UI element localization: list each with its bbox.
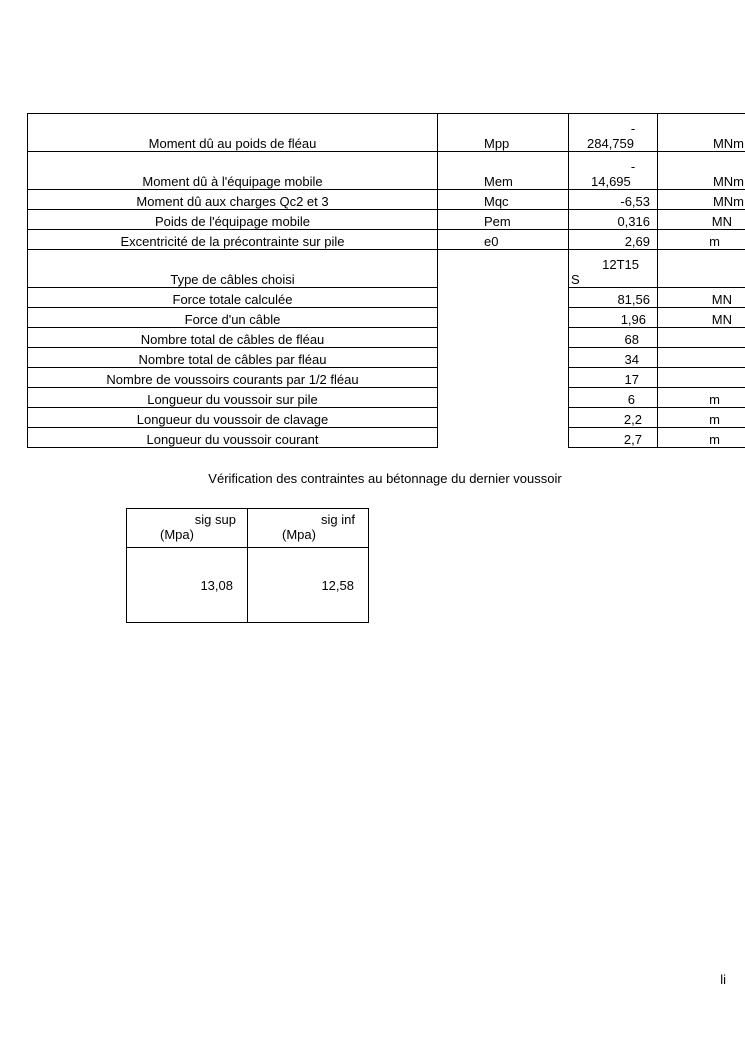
row-value: 0,316	[569, 210, 658, 230]
row-unit	[658, 368, 745, 388]
row-unit	[658, 348, 745, 368]
row-symbol	[438, 408, 569, 428]
row-label: Poids de l'équipage mobile	[28, 210, 438, 230]
table-row	[28, 388, 745, 408]
row-unit: MNm	[658, 190, 745, 210]
stress-value-row	[127, 548, 369, 623]
parameters-table	[27, 113, 745, 448]
row-value	[569, 250, 658, 288]
row-symbol: Mpp	[438, 114, 569, 152]
row-symbol	[438, 388, 569, 408]
sig-inf-unit: (Mpa)	[282, 527, 316, 542]
sig-inf-value: 12,58	[248, 548, 369, 623]
row-value: 2,69	[569, 230, 658, 250]
table-row	[28, 230, 745, 250]
stress-table	[126, 508, 369, 623]
row-unit: MNm	[658, 114, 745, 152]
row-label: Moment dû à l'équipage mobile	[28, 152, 438, 190]
table-row	[28, 408, 745, 428]
row-label: Moment dû aux charges Qc2 et 3	[28, 190, 438, 210]
row-value: 68	[569, 328, 658, 348]
row-label: Nombre total de câbles par fléau	[28, 348, 438, 368]
table-row	[28, 210, 745, 230]
row-label: Longueur du voussoir sur pile	[28, 388, 438, 408]
row-label: Nombre de voussoirs courants par 1/2 fléau	[28, 368, 438, 388]
value-sign: -	[630, 121, 636, 136]
row-label: Nombre total de câbles de fléau	[28, 328, 438, 348]
table-row	[28, 288, 745, 308]
row-label: Moment dû au poids de fléau	[28, 114, 438, 152]
stress-header-row	[127, 509, 369, 548]
sig-sup-value: 13,08	[127, 548, 248, 623]
table-row	[28, 190, 745, 210]
row-value: -6,53	[569, 190, 658, 210]
table-row	[28, 308, 745, 328]
row-symbol: Pem	[438, 210, 569, 230]
value-sign: -	[630, 159, 636, 174]
row-value: 6	[569, 388, 658, 408]
row-symbol	[438, 250, 569, 288]
sig-inf-label: sig inf	[321, 512, 355, 527]
row-label: Longueur du voussoir de clavage	[28, 408, 438, 428]
table-row	[28, 152, 745, 190]
row-unit: MNm	[658, 152, 745, 190]
row-unit: m	[658, 428, 745, 448]
row-symbol	[438, 308, 569, 328]
row-label: Longueur du voussoir courant	[28, 428, 438, 448]
cable-type-top: 12T15	[602, 257, 639, 272]
value-number: 284,759	[587, 136, 634, 151]
verification-title: Vérification des contraintes au bétonnage du dernier voussoir	[208, 471, 562, 486]
table-row	[28, 114, 745, 152]
cable-type-bottom: S	[571, 272, 580, 287]
row-value: 2,2	[569, 408, 658, 428]
row-symbol: Mqc	[438, 190, 569, 210]
row-symbol	[438, 328, 569, 348]
row-value	[569, 152, 658, 190]
row-value: 81,56	[569, 288, 658, 308]
table-row	[28, 368, 745, 388]
table-row	[28, 250, 745, 288]
table-row	[28, 428, 745, 448]
value-number: 14,695	[591, 174, 631, 189]
row-value: 34	[569, 348, 658, 368]
row-label: Excentricité de la précontrainte sur pile	[28, 230, 438, 250]
sig-inf-header	[248, 509, 369, 548]
row-value	[569, 114, 658, 152]
row-symbol	[438, 428, 569, 448]
row-unit	[658, 328, 745, 348]
row-unit: MN	[658, 288, 745, 308]
row-unit: m	[658, 408, 745, 428]
table-row	[28, 328, 745, 348]
row-symbol	[438, 348, 569, 368]
row-value: 1,96	[569, 308, 658, 328]
row-unit: m	[658, 388, 745, 408]
row-value: 17	[569, 368, 658, 388]
row-symbol: Mem	[438, 152, 569, 190]
sig-sup-header	[127, 509, 248, 548]
sig-sup-label: sig sup	[194, 512, 236, 527]
row-symbol: e0	[438, 230, 569, 250]
sig-sup-unit: (Mpa)	[160, 527, 194, 542]
row-unit: m	[658, 230, 745, 250]
row-unit: MN	[658, 308, 745, 328]
table-row	[28, 348, 745, 368]
row-value: 2,7	[569, 428, 658, 448]
row-label: Force totale calculée	[28, 288, 438, 308]
page-number: li	[720, 972, 726, 987]
row-label: Type de câbles choisi	[28, 250, 438, 288]
row-unit	[658, 250, 745, 288]
row-symbol	[438, 288, 569, 308]
row-unit: MN	[658, 210, 745, 230]
row-label: Force d'un câble	[28, 308, 438, 328]
row-symbol	[438, 368, 569, 388]
